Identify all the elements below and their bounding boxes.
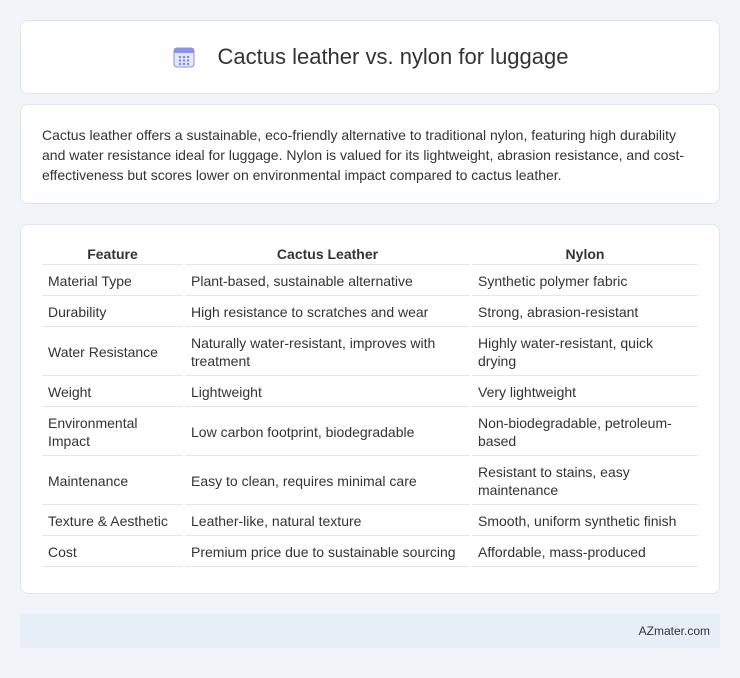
table-row — [42, 409, 698, 456]
feature-cell: Weight — [42, 378, 183, 407]
comparison-table-card — [20, 224, 720, 594]
cactus-leather-cell: Lightweight — [185, 378, 470, 407]
nylon-cell: Smooth, uniform synthetic finish — [472, 507, 698, 536]
nylon-cell: Strong, abrasion-resistant — [472, 298, 698, 327]
summary-card — [20, 104, 720, 204]
feature-cell: Maintenance — [42, 458, 183, 505]
calendar-icon — [172, 45, 196, 69]
cactus-leather-cell: Premium price due to sustainable sourcing — [185, 538, 470, 567]
nylon-cell: Synthetic polymer fabric — [472, 267, 698, 296]
cactus-leather-cell: Plant-based, sustainable alternative — [185, 267, 470, 296]
table-row — [42, 458, 698, 505]
title-card — [20, 20, 720, 94]
cactus-leather-cell: High resistance to scratches and wear — [185, 298, 470, 327]
feature-cell: Environmental Impact — [42, 409, 183, 456]
nylon-cell: Non-biodegradable, petroleum-based — [472, 409, 698, 456]
feature-cell: Cost — [42, 538, 183, 567]
table-header-row — [42, 243, 698, 265]
table-row — [42, 378, 698, 407]
footer-brand: AZmater.com — [638, 624, 710, 638]
summary-text: Cactus leather offers a sustainable, eco-friendly alternative to traditional nylon, featuring high durability and water resistance ideal for luggage. Nylon is valued for its lightweight, abrasion resistance, and cost-effectiveness but scores lower on environmental impact compared to cactus leather. — [42, 127, 685, 183]
table-row — [42, 538, 698, 567]
nylon-cell: Affordable, mass-produced — [472, 538, 698, 567]
table-row — [42, 267, 698, 296]
cactus-leather-cell: Low carbon footprint, biodegradable — [185, 409, 470, 456]
cactus-leather-cell: Easy to clean, requires minimal care — [185, 458, 470, 505]
feature-cell: Durability — [42, 298, 183, 327]
nylon-cell: Very lightweight — [472, 378, 698, 407]
feature-cell: Texture & Aesthetic — [42, 507, 183, 536]
table-row — [42, 298, 698, 327]
cactus-leather-cell: Leather-like, natural texture — [185, 507, 470, 536]
comparison-table — [40, 241, 700, 569]
table-row — [42, 507, 698, 536]
feature-cell: Material Type — [42, 267, 183, 296]
nylon-cell: Highly water-resistant, quick drying — [472, 329, 698, 376]
column-header-cactus-leather: Cactus Leather — [185, 243, 470, 265]
table-row — [42, 329, 698, 376]
column-header-feature: Feature — [42, 243, 183, 265]
nylon-cell: Resistant to stains, easy maintenance — [472, 458, 698, 505]
footer — [20, 614, 720, 648]
feature-cell: Water Resistance — [42, 329, 183, 376]
page-title: Cactus leather vs. nylon for luggage — [217, 44, 569, 69]
column-header-nylon: Nylon — [472, 243, 698, 265]
cactus-leather-cell: Naturally water-resistant, improves with treatment — [185, 329, 470, 376]
